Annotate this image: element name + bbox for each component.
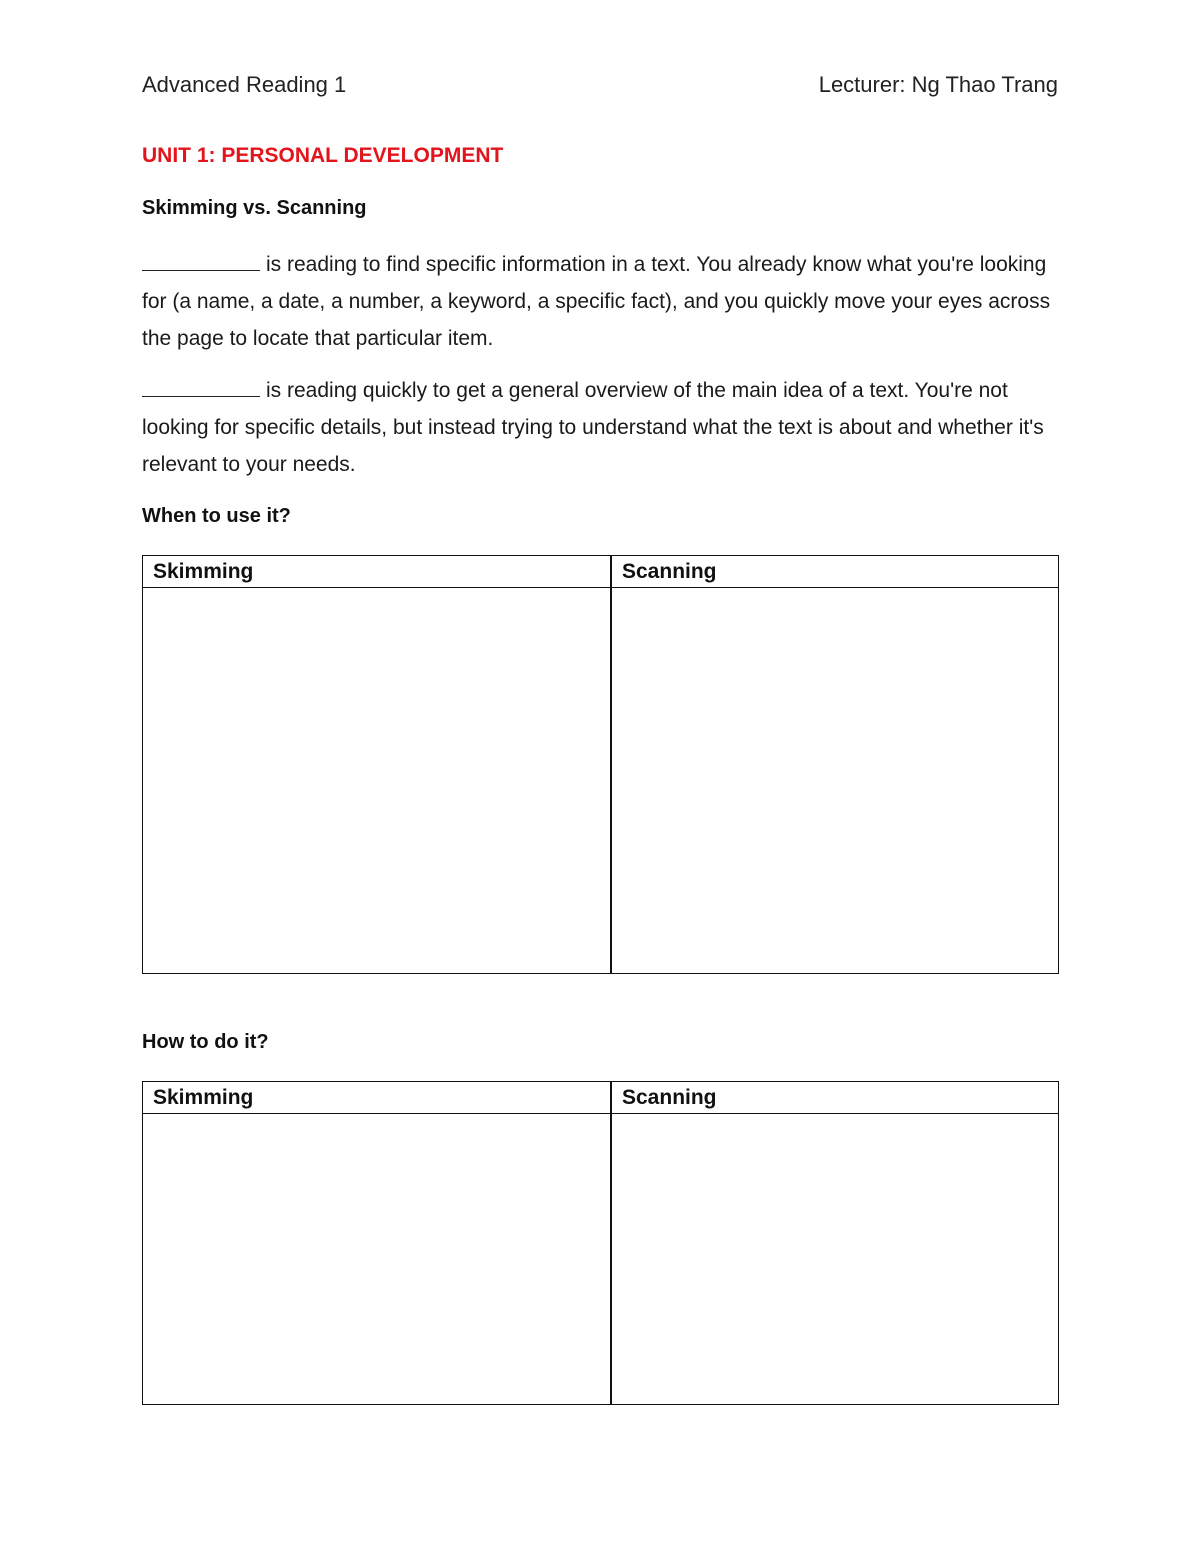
how-to-do-table bbox=[142, 1081, 1059, 1405]
how-to-do-heading: How to do it? bbox=[142, 1031, 269, 1053]
skimming-answer-cell[interactable] bbox=[143, 588, 612, 974]
fill-in-blank-2[interactable] bbox=[142, 378, 260, 397]
scanning-answer-cell[interactable] bbox=[611, 1114, 1059, 1405]
fill-in-blank-1[interactable] bbox=[142, 252, 260, 271]
table-header-row bbox=[143, 1082, 1059, 1114]
table-header-row bbox=[143, 556, 1059, 588]
column-header-scanning: Scanning bbox=[611, 556, 1059, 588]
definition-paragraph-1 bbox=[142, 246, 1058, 357]
when-to-use-table bbox=[142, 555, 1059, 974]
lecturer-name: Lecturer: Ng Thao Trang bbox=[818, 72, 1058, 97]
column-header-scanning: Scanning bbox=[611, 1082, 1059, 1114]
definition-paragraph-2 bbox=[142, 372, 1058, 483]
table-row bbox=[143, 1114, 1059, 1405]
when-to-use-heading: When to use it? bbox=[142, 505, 291, 527]
scanning-answer-cell[interactable] bbox=[611, 588, 1059, 974]
column-header-skimming: Skimming bbox=[143, 1082, 612, 1114]
skimming-answer-cell[interactable] bbox=[143, 1114, 612, 1405]
definition-text-1: is reading to find specific information in a text. You already know what you're looking for (a name, a date, a number, a keyword, a specific fact), and you quickly move your eyes across the page to locate that particular item. bbox=[142, 253, 1051, 350]
section-heading: Skimming vs. Scanning bbox=[142, 197, 367, 219]
column-header-skimming: Skimming bbox=[143, 556, 612, 588]
course-name: Advanced Reading 1 bbox=[142, 72, 347, 97]
unit-title: UNIT 1: PERSONAL DEVELOPMENT bbox=[142, 144, 504, 167]
table-row bbox=[143, 588, 1059, 974]
definition-text-2: is reading quickly to get a general overview of the main idea of a text. You're not looking for specific details, but instead trying to understand what the text is about and whether it's relevant to your needs. bbox=[142, 379, 1044, 476]
